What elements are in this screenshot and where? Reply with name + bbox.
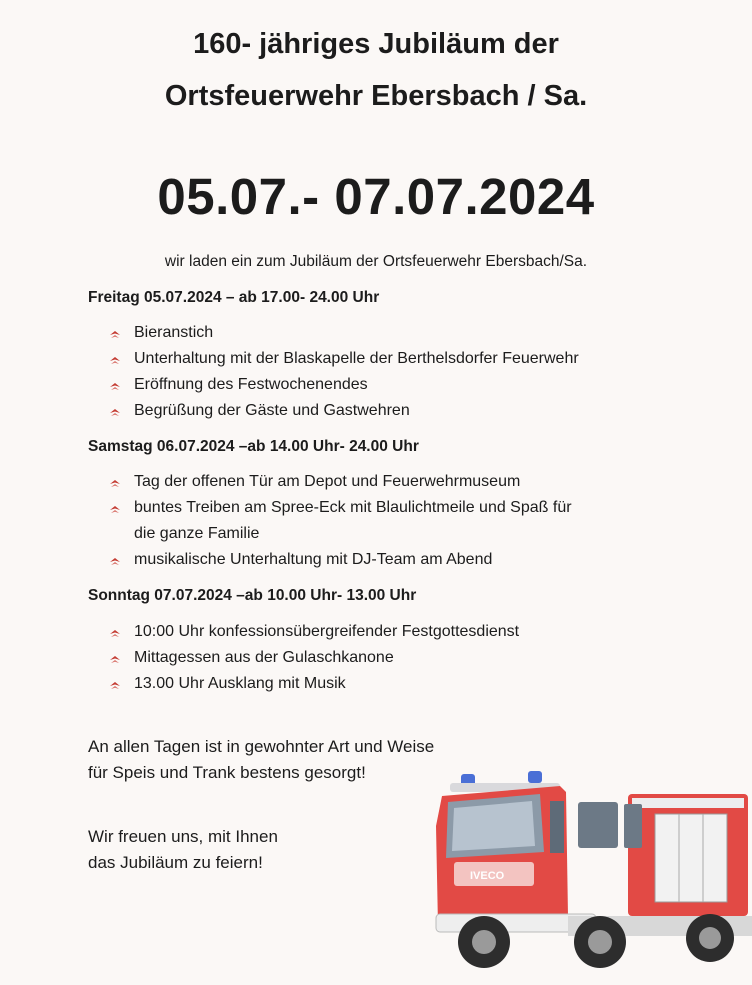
fire-bullet-icon [109,555,121,567]
friday-item: Unterhaltung mit der Blaskapelle der Berthelsdorfer Feuerwehr [134,350,579,367]
fire-bullet-icon [109,653,121,665]
fire-bullet-icon [109,406,121,418]
sunday-item: 13.00 Uhr Ausklang mit Musik [134,675,346,692]
day-heading-sunday: Sonntag 07.07.2024 –ab 10.00 Uhr- 13.00 Uhr [88,587,417,604]
fire-bullet-icon [109,380,121,392]
fire-bullet-icon [109,503,121,515]
day-heading-saturday: Samstag 06.07.2024 –ab 14.00 Uhr- 24.00 Uhr [88,438,419,455]
catering-note-line-1: An allen Tagen ist in gewohnter Art und Weise [88,737,435,756]
friday-item: Begrüßung der Gäste und Gastwehren [134,402,410,419]
sunday-item: 10:00 Uhr konfessionsübergreifender Festgottesdienst [134,623,520,640]
truck-brand-label: IVECO [470,870,505,882]
saturday-item-continuation: die ganze Familie [134,525,260,542]
fire-bullet-icon [109,354,121,366]
friday-item: Bieranstich [134,324,214,341]
event-date-range: 05.07.- 07.07.2024 [157,168,595,225]
farewell-line-1: Wir freuen uns, mit Ihnen [88,827,278,846]
title-line-2: Ortsfeuerwehr Ebersbach / Sa. [164,80,588,112]
saturday-item: musikalische Unterhaltung mit DJ-Team am Abend [134,551,493,568]
fire-bullet-icon [109,627,121,639]
saturday-item: Tag der offenen Tür am Depot und Feuerwehrmuseum [134,473,521,490]
title-line-1: 160- jähriges Jubiläum der [193,28,559,60]
sunday-item: Mittagessen aus der Gulaschkanone [134,649,394,666]
day-heading-friday: Freitag 05.07.2024 – ab 17.00- 24.00 Uhr [88,289,380,306]
fire-bullet-icon [109,328,121,340]
friday-item: Eröffnung des Festwochenendes [134,376,368,393]
fire-bullet-icon [109,679,121,691]
saturday-item: buntes Treiben am Spree-Eck mit Blaulichtmeile und Spaß für [134,499,572,516]
invitation-intro: wir laden ein zum Jubiläum der Ortsfeuerwehr Ebersbach/Sa. [164,253,588,270]
catering-note-line-2: für Speis und Trank bestens gesorgt! [88,763,366,782]
farewell-line-2: das Jubiläum zu feiern! [88,853,263,872]
fire-bullet-icon [109,477,121,489]
fire-truck-image [428,766,752,971]
